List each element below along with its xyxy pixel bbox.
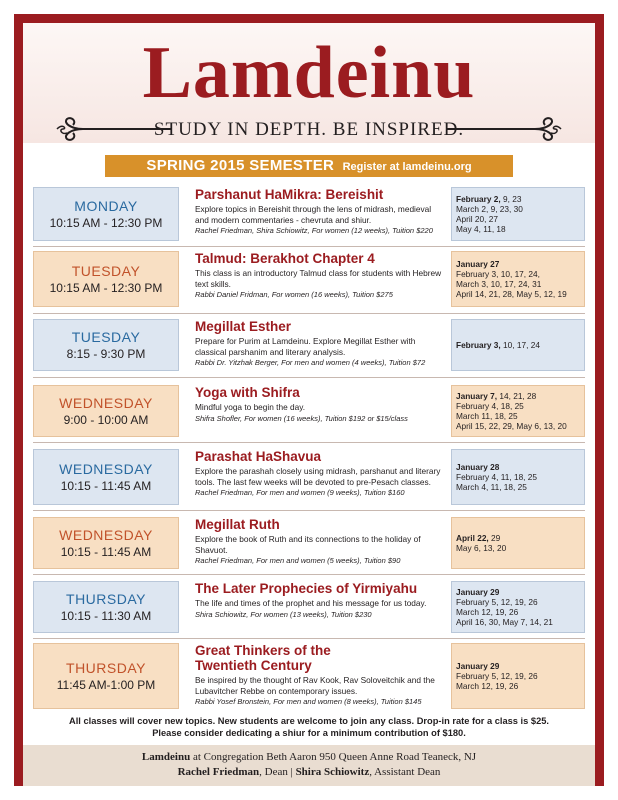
course-summary: This class is an introductory Talmud class for students with Hebrew text skills.: [195, 268, 442, 289]
divider: [33, 574, 585, 575]
footer-note-line: All classes will cover new topics. New students are welcome to join any class. Drop-in rate for a class is $25.: [68, 716, 549, 726]
course-title: Yoga with Shifra: [195, 385, 300, 400]
footer-note: [23, 715, 595, 739]
date-line: February 3, 10, 17, 24,: [456, 268, 540, 279]
date-line: January 7, 14, 21, 28: [456, 390, 537, 401]
class-time: 10:15 - 11:45 AM: [60, 479, 152, 493]
class-row: [33, 385, 585, 437]
day-box: [33, 319, 179, 371]
dates-box: [451, 643, 585, 709]
semester-title: SPRING 2015 SEMESTER: [146, 157, 335, 174]
date-line: April 20, 27: [456, 214, 498, 224]
course-info: Rachel Friedman, For men and women (9 weeks), Tuition $160: [195, 488, 405, 497]
class-time: 10:15 - 11:45 AM: [60, 545, 152, 559]
course-summary: Mindful yoga to begin the day.: [195, 402, 306, 412]
divider: [33, 313, 585, 314]
class-time: 10:15 - 11:30 AM: [60, 609, 152, 623]
course-info: Rabbi Dr. Yitzhak Berger, For men and women (4 weeks), Tuition $72: [195, 358, 426, 367]
class-row: [33, 187, 585, 241]
class-time: 11:45 AM-1:00 PM: [56, 678, 156, 692]
dates-box: [451, 385, 585, 437]
class-time: 9:00 - 10:00 AM: [63, 413, 149, 427]
course-summary: Prepare for Purim at Lamdeinu. Explore Megillat Esther with classical parshanim and literary analysis.: [195, 336, 416, 357]
dean-name: Rachel Friedman: [177, 766, 260, 778]
date-line: March 3, 10, 17, 24, 31: [456, 279, 542, 289]
address-line: [23, 750, 595, 765]
date-line: January 27: [456, 258, 500, 269]
dates-box: [451, 251, 585, 307]
dates-box: [451, 319, 585, 371]
day-name: TUESDAY: [71, 263, 141, 279]
course-title: Great Thinkers of the Twentieth Century: [195, 643, 331, 673]
address: at Congregation Beth Aaron 950 Queen Anne Road Teaneck, NJ: [190, 751, 477, 763]
course-title: Megillat Esther: [195, 319, 292, 334]
day-name: THURSDAY: [66, 660, 146, 676]
course-info: Shira Schiowitz, For women (13 weeks), Tuition $230: [195, 609, 372, 619]
divider: [33, 510, 585, 511]
day-box: [33, 581, 179, 633]
course-info: Rabbi Daniel Fridman, For women (16 weeks), Tuition $275: [195, 290, 393, 299]
register-link[interactable]: Register at lamdeinu.org: [342, 161, 472, 173]
date-line: January 28: [456, 461, 500, 472]
day-name: MONDAY: [74, 198, 138, 214]
page-title: Lamdeinu: [142, 32, 476, 114]
class-time: 10:15 AM - 12:30 PM: [49, 281, 163, 295]
course-info: Rachel Friedman, Shira Schiowitz, For women (12 weeks), Tuition $220: [195, 226, 433, 235]
date-line: April 15, 22, 29, May 6, 13, 20: [456, 421, 567, 432]
date-line: February 2, 9, 23: [456, 193, 522, 204]
date-line: February 5, 12, 19, 26: [456, 670, 538, 681]
course-summary: Explore the parashah closely using midrash, parshanut and literary tools. The last few weeks will be devoted to pre-Pesach classes.: [195, 466, 441, 487]
staff-line: Rachel Friedman, Dean | Shira Schiowitz, Assistant Dean: [177, 766, 441, 778]
date-line: March 11, 18, 25: [456, 411, 518, 421]
class-time: 10:15 AM - 12:30 PM: [49, 216, 163, 230]
class-description: [195, 385, 445, 424]
dates-box: [451, 187, 585, 241]
address-bar: [23, 745, 595, 786]
course-info: Rachel Friedman, For men and women (5 weeks), Tuition $90: [195, 556, 401, 565]
class-description: [195, 581, 445, 620]
date-line: April 22, 29: [456, 532, 501, 543]
day-box: [33, 385, 179, 437]
semester-banner: [105, 155, 513, 177]
org-name: Lamdeinu: [141, 751, 191, 763]
course-info: Shifra Shofler, For women (16 weeks), Tuition $192 or $15/class: [195, 413, 408, 423]
class-row: [33, 251, 585, 307]
date-line: May 4, 11, 18: [456, 224, 506, 235]
scroll-ornament-right-icon: [445, 117, 565, 141]
course-title: Parshanut HaMikra: Bereishit: [195, 187, 384, 202]
course-title: Megillat Ruth: [195, 517, 280, 532]
date-line: February 4, 18, 25: [456, 400, 524, 411]
divider: [33, 377, 585, 378]
class-row: [33, 517, 585, 569]
date-line: April 16, 30, May 7, 14, 21: [456, 617, 553, 628]
course-info: Rabbi Yosef Bronstein, For men and women (8 weeks), Tuition $145: [195, 697, 422, 706]
date-line: February 5, 12, 19, 26: [456, 596, 538, 607]
day-box: [33, 643, 179, 709]
course-title: Parashat HaShavua: [195, 449, 322, 464]
class-time: 8:15 - 9:30 PM: [66, 347, 146, 361]
date-line: April 14, 21, 28, May 5, 12, 19: [456, 289, 567, 300]
course-summary: Explore topics in Bereishit through the lens of midrash, medieval and modern commentaries - chevruta and shiur.: [195, 204, 432, 225]
class-description: [195, 643, 445, 707]
day-name: TUESDAY: [71, 329, 141, 345]
date-line: March 12, 19, 26: [456, 607, 519, 617]
class-description: [195, 449, 445, 498]
date-line: May 6, 13, 20: [456, 543, 507, 553]
class-row: [33, 319, 585, 371]
divider: [33, 638, 585, 639]
class-description: [195, 319, 445, 368]
dates-box: [451, 449, 585, 505]
dates-box: [451, 581, 585, 633]
class-description: [195, 251, 445, 300]
course-title: Talmud: Berakhot Chapter 4: [195, 251, 375, 266]
divider: [33, 442, 585, 443]
day-box: [33, 187, 179, 241]
date-line: March 12, 19, 26: [456, 681, 519, 692]
flyer-frame: [14, 14, 604, 786]
course-title: The Later Prophecies of Yirmiyahu: [195, 581, 418, 596]
date-line: March 2, 9, 23, 30: [456, 203, 523, 214]
footer-note-line: Please consider dedicating a shiur for a minimum contribution of $180.: [152, 728, 466, 738]
course-summary: Be inspired by the thought of Rav Kook, Rav Soloveitchik and the Lubavitcher Rebbe on contemporary issues.: [195, 675, 435, 696]
date-line: January 29: [456, 660, 500, 671]
day-name: THURSDAY: [66, 591, 146, 607]
day-name: WEDNESDAY: [59, 461, 153, 477]
day-name: WEDNESDAY: [59, 395, 153, 411]
class-row: [33, 643, 585, 709]
class-description: [195, 517, 445, 566]
assistant-dean-name: Shira Schiowitz: [295, 766, 370, 778]
class-row: [33, 581, 585, 633]
day-name: WEDNESDAY: [59, 527, 153, 543]
tagline-row: [23, 117, 595, 141]
date-line: March 4, 11, 18, 25: [456, 482, 527, 493]
day-box: [33, 251, 179, 307]
date-line: February 4, 11, 18, 25: [456, 471, 538, 482]
day-box: [33, 517, 179, 569]
tagline: STUDY IN DEPTH. BE INSPIRED.: [153, 119, 465, 140]
header: [23, 23, 595, 143]
divider: [33, 246, 585, 247]
course-summary: The life and times of the prophet and his message for us today.: [195, 598, 427, 608]
day-box: [33, 449, 179, 505]
date-line: February 3, 10, 17, 24: [456, 339, 540, 350]
date-line: January 29: [456, 586, 500, 597]
class-description: [195, 187, 445, 236]
course-summary: Explore the book of Ruth and its connections to the holiday of Shavuot.: [195, 534, 421, 555]
class-row: [33, 449, 585, 505]
dates-box: [451, 517, 585, 569]
